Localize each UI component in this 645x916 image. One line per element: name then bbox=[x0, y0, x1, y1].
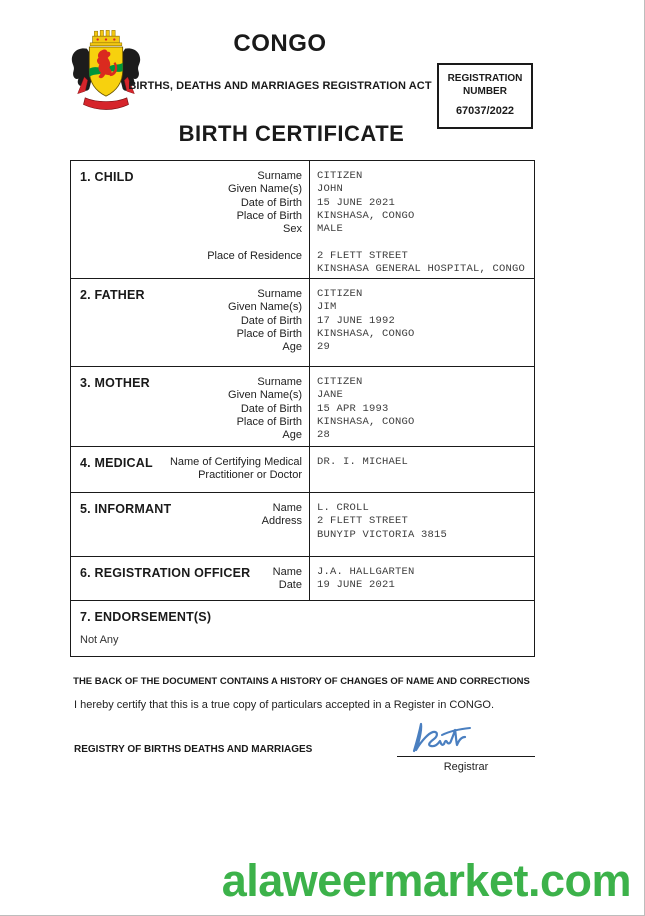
field-value: KINSHASA, CONGO bbox=[317, 327, 415, 340]
field-value: JANE bbox=[317, 389, 344, 402]
back-notice-text: THE BACK OF THE DOCUMENT CONTAINS A HISTORY OF CHANGES OF NAME AND CORRECTIONS bbox=[73, 676, 530, 687]
signature-line bbox=[397, 756, 535, 757]
section-title: 1. CHILD bbox=[80, 170, 134, 184]
field-value: 28 bbox=[317, 429, 331, 442]
field-value: CITIZEN bbox=[317, 288, 363, 300]
section-medical bbox=[71, 447, 534, 493]
act-title: BIRTHS, DEATHS AND MARRIAGES REGISTRATION ACT bbox=[128, 80, 432, 92]
field-labels bbox=[71, 170, 302, 276]
section-endorsements bbox=[71, 601, 534, 656]
watermark-text: alaweermarket.com bbox=[221, 855, 631, 906]
field-value: 29 bbox=[317, 341, 331, 354]
certify-statement: I hereby certify that this is a true copy of particulars accepted in a Register in CONGO. bbox=[74, 699, 495, 711]
field-labels bbox=[71, 288, 302, 354]
field-label: Place of Residence bbox=[207, 249, 302, 262]
registry-title: REGISTRY OF BIRTHS DEATHS AND MARRIAGES bbox=[74, 744, 313, 755]
field-values bbox=[317, 170, 529, 276]
field-label: Name bbox=[272, 566, 302, 578]
field-label bbox=[71, 236, 302, 249]
field-label: Name of Certifying Medical Practitioner or Doctor bbox=[169, 456, 302, 482]
field-label: Age bbox=[282, 429, 302, 442]
column-divider bbox=[309, 161, 310, 278]
registration-label-line2: NUMBER bbox=[463, 86, 507, 97]
section-title: 6. REGISTRATION OFFICER bbox=[80, 566, 251, 580]
field-values bbox=[317, 566, 529, 593]
section-title: 4. MEDICAL bbox=[80, 456, 153, 470]
field-values bbox=[317, 376, 529, 442]
field-label: Given Name(s) bbox=[228, 389, 302, 402]
field-value: 17 JUNE 1992 bbox=[317, 314, 396, 327]
field-value: CITIZEN bbox=[317, 170, 363, 182]
field-values bbox=[317, 288, 529, 354]
registration-number-label bbox=[439, 72, 531, 98]
field-values bbox=[317, 456, 529, 469]
field-value: 2 FLETT STREET bbox=[317, 249, 409, 262]
field-label: Place of Birth bbox=[236, 327, 302, 340]
field-value: CITIZEN bbox=[317, 376, 363, 388]
field-value: JOHN bbox=[317, 183, 344, 196]
field-labels bbox=[71, 376, 302, 442]
field-label bbox=[71, 263, 302, 276]
field-value: 2 FLETT STREET bbox=[317, 515, 409, 528]
field-label: Surname bbox=[257, 170, 302, 182]
field-value: BUNYIP VICTORIA 3815 bbox=[317, 528, 448, 541]
field-value: JIM bbox=[317, 301, 337, 314]
section-child bbox=[71, 161, 534, 279]
column-divider bbox=[309, 447, 310, 492]
section-title: 2. FATHER bbox=[80, 288, 145, 302]
section-title: 3. MOTHER bbox=[80, 376, 150, 390]
field-label: Place of Birth bbox=[236, 209, 302, 222]
field-value: KINSHASA, CONGO bbox=[317, 209, 415, 222]
field-label: Date of Birth bbox=[240, 314, 302, 327]
field-labels bbox=[71, 456, 302, 483]
registrar-signature-icon bbox=[404, 719, 516, 757]
field-label: Surname bbox=[257, 288, 302, 300]
column-divider bbox=[309, 493, 310, 556]
field-label: Address bbox=[261, 515, 302, 528]
section-title: 7. ENDORSEMENT(S) bbox=[80, 610, 212, 624]
registration-number-box bbox=[437, 63, 533, 129]
field-value: J.A. HALLGARTEN bbox=[317, 566, 415, 578]
field-label: Age bbox=[282, 341, 302, 354]
country-title: CONGO bbox=[233, 30, 327, 57]
field-value: 15 APR 1993 bbox=[317, 402, 389, 415]
registration-number-value: 67037/2022 bbox=[455, 105, 515, 117]
field-label: Name bbox=[272, 502, 302, 514]
section-mother bbox=[71, 367, 534, 447]
section-father bbox=[71, 279, 534, 367]
section-title: 5. INFORMANT bbox=[80, 502, 172, 516]
field-value: L. CROLL bbox=[317, 502, 370, 514]
column-divider bbox=[309, 557, 310, 600]
column-divider bbox=[309, 279, 310, 366]
field-label: Date of Birth bbox=[240, 402, 302, 415]
field-value: DR. I. MICHAEL bbox=[317, 456, 409, 468]
field-labels bbox=[71, 566, 302, 593]
field-label: Surname bbox=[257, 376, 302, 388]
certificate-table bbox=[70, 160, 535, 657]
field-value: MALE bbox=[317, 223, 344, 236]
field-values bbox=[317, 502, 529, 542]
field-value: KINSHASA GENERAL HOSPITAL, CONGO bbox=[317, 263, 526, 276]
column-divider bbox=[309, 367, 310, 446]
registration-label-line1: REGISTRATION bbox=[447, 73, 523, 84]
field-value bbox=[317, 236, 529, 249]
registrar-label: Registrar bbox=[443, 761, 489, 773]
field-label: Sex bbox=[283, 223, 302, 236]
field-labels bbox=[71, 502, 302, 542]
field-value: 19 JUNE 2021 bbox=[317, 579, 396, 592]
field-label: Date of Birth bbox=[240, 196, 302, 209]
section-registration-officer bbox=[71, 557, 534, 601]
endorsements-note: Not Any bbox=[80, 634, 119, 646]
field-label: Place of Birth bbox=[236, 415, 302, 428]
field-label: Given Name(s) bbox=[228, 301, 302, 314]
field-value: 15 JUNE 2021 bbox=[317, 196, 396, 209]
field-value: KINSHASA, CONGO bbox=[317, 415, 415, 428]
field-label bbox=[71, 529, 302, 542]
document-title: BIRTH CERTIFICATE bbox=[178, 121, 405, 146]
field-label: Given Name(s) bbox=[228, 183, 302, 196]
field-label: Date bbox=[278, 579, 302, 592]
section-informant bbox=[71, 493, 534, 557]
